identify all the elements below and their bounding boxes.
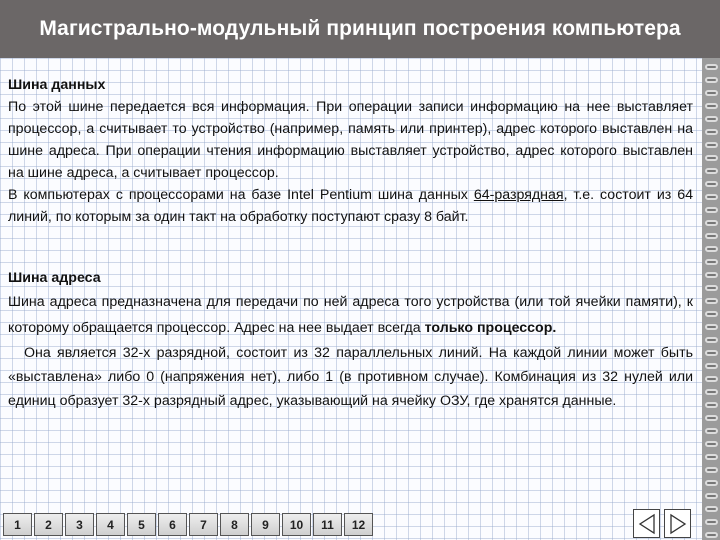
next-slide-button[interactable] xyxy=(664,509,691,538)
spiral-ring xyxy=(705,467,718,473)
prev-slide-button[interactable] xyxy=(633,509,660,538)
spacer xyxy=(8,228,693,267)
spiral-ring xyxy=(705,272,718,278)
data-bus-pentium-paragraph xyxy=(8,184,693,228)
page-button-9[interactable]: 9 xyxy=(251,513,280,536)
spiral-ring xyxy=(705,480,718,486)
spiral-ring xyxy=(705,116,718,122)
section-heading-data-bus: Шина данных xyxy=(8,77,106,93)
spiral-ring xyxy=(705,454,718,460)
spiral-ring xyxy=(705,350,718,356)
spiral-ring xyxy=(705,168,718,174)
spiral-binding xyxy=(702,58,720,540)
spiral-ring xyxy=(705,415,718,421)
spiral-ring xyxy=(705,376,718,382)
spiral-ring xyxy=(705,194,718,200)
slide-body xyxy=(8,74,693,413)
spiral-ring xyxy=(705,363,718,369)
spiral-ring xyxy=(705,207,718,213)
spiral-ring xyxy=(705,246,718,252)
spiral-ring xyxy=(705,233,718,239)
spiral-ring xyxy=(705,506,718,512)
spiral-ring xyxy=(705,285,718,291)
spiral-ring xyxy=(705,324,718,330)
spiral-ring xyxy=(705,220,718,226)
address-bus-bold: только процессор. xyxy=(424,320,557,336)
page-button-5[interactable]: 5 xyxy=(127,513,156,536)
spiral-ring xyxy=(705,129,718,135)
spiral-ring xyxy=(705,77,718,83)
spiral-ring xyxy=(705,337,718,343)
triangle-left-icon xyxy=(638,513,656,535)
spiral-ring xyxy=(705,181,718,187)
data-bus-paragraph: По этой шине передается вся информация. При операции записи информацию на нее выставляет процессор, а считывает то устройство (например, память или принтер), адрес которого выставлен на шине адреса. При операции чтения информацию выставляет устройство, адрес которого выставлен на шине адреса, а считывает процессор. xyxy=(8,99,693,181)
page-button-1[interactable]: 1 xyxy=(3,513,32,536)
spiral-ring xyxy=(705,155,718,161)
spiral-ring xyxy=(705,402,718,408)
page-button-4[interactable]: 4 xyxy=(96,513,125,536)
slide-arrows xyxy=(633,509,691,538)
page-button-3[interactable]: 3 xyxy=(65,513,94,536)
page-button-6[interactable]: 6 xyxy=(158,513,187,536)
spiral-ring xyxy=(705,103,718,109)
page-navigation xyxy=(3,513,373,538)
address-bus-paragraph xyxy=(8,289,693,341)
spiral-ring xyxy=(705,519,718,525)
spiral-ring xyxy=(705,142,718,148)
address-bus-paragraph-2: Она является 32-х разрядной, состоит из 32 параллельных линий. На каждой линии может быть «выставлена» либо 0 (напряжения нет), либо 1 (в противном случае). Комбинация из 32 нулей или единиц образует 32-х разрядный адрес, указывающий на ячейку ОЗУ, где хранятся данные. xyxy=(8,345,693,409)
address-bus-text: Шина адреса предназначена для передачи по ней адреса того устройства (или той ячейки памяти), к которому обращается процессор. Адрес на нее выдает всегда xyxy=(8,294,693,336)
spiral-ring xyxy=(705,389,718,395)
spiral-ring xyxy=(705,90,718,96)
slide-title: Магистрально-модульный принцип построения компьютера xyxy=(0,0,720,58)
pentium-text: В компьютерах с процессорами на базе Intel Pentium шина данных xyxy=(8,187,474,203)
page-button-11[interactable]: 11 xyxy=(313,513,342,536)
page-button-2[interactable]: 2 xyxy=(34,513,63,536)
spiral-ring xyxy=(705,298,718,304)
page-button-10[interactable]: 10 xyxy=(282,513,311,536)
spiral-ring xyxy=(705,532,718,538)
pentium-text-tail: , т.е. состоит из 64 линий, по которым за один такт на обработку поступают сразу 8 байт. xyxy=(8,187,693,225)
page-button-7[interactable]: 7 xyxy=(189,513,218,536)
section-heading-address-bus: Шина адреса xyxy=(8,270,101,286)
page-button-8[interactable]: 8 xyxy=(220,513,249,536)
link-64-bit[interactable]: 64-разрядная xyxy=(473,187,564,203)
spiral-ring xyxy=(705,428,718,434)
spiral-ring xyxy=(705,259,718,265)
spiral-ring xyxy=(705,311,718,317)
page-button-12[interactable]: 12 xyxy=(344,513,373,536)
spiral-ring xyxy=(705,64,718,70)
triangle-right-icon xyxy=(669,513,687,535)
spiral-ring xyxy=(705,441,718,447)
spiral-ring xyxy=(705,493,718,499)
